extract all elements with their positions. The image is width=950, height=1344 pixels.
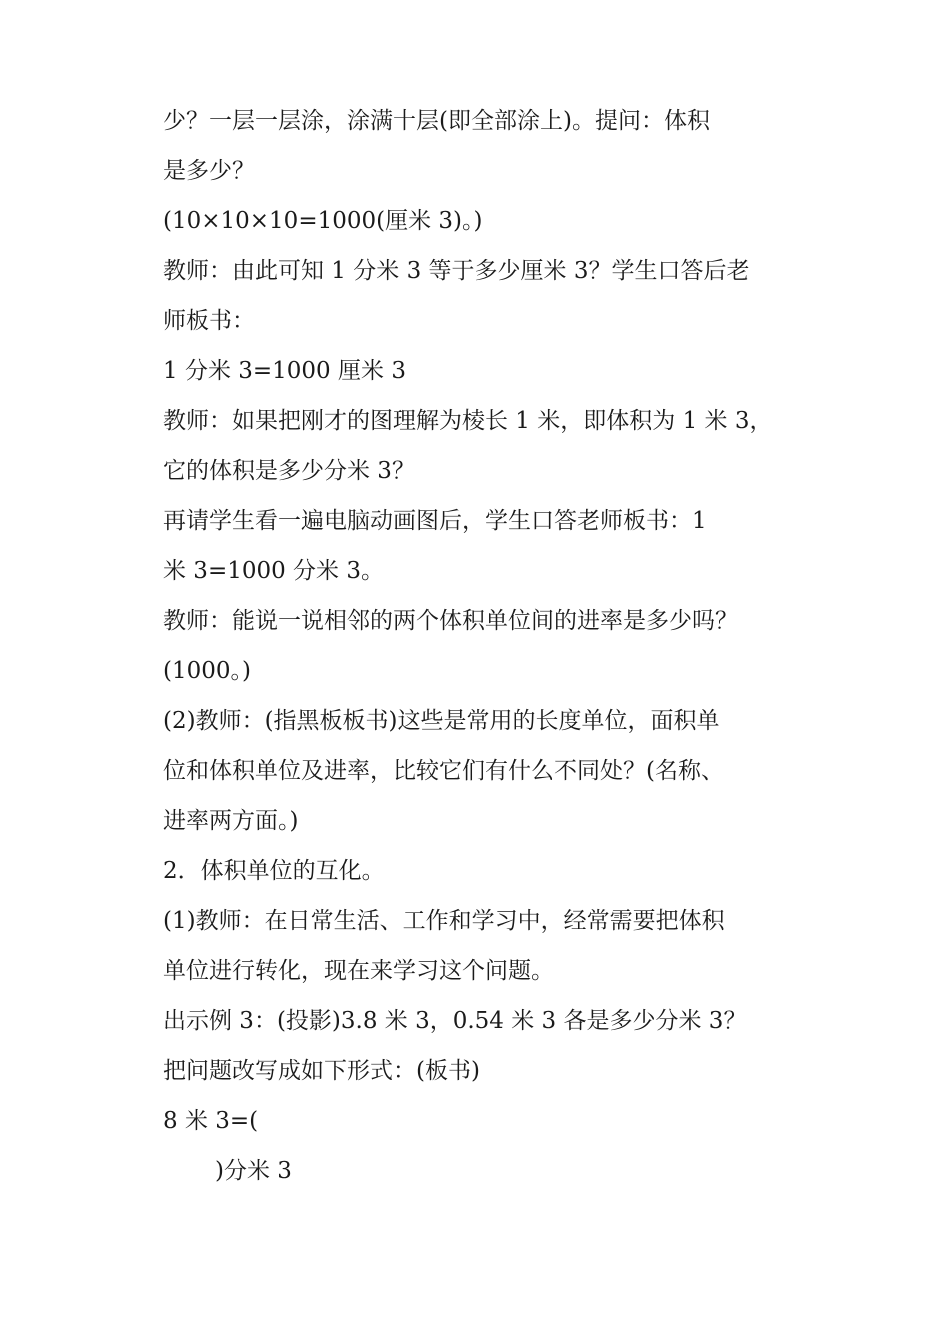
text-line-13: (2)教师：(指黑板板书)这些是常用的长度单位，面积单	[163, 708, 720, 734]
text-line-10: 米 3=1000 分米 3。	[163, 558, 385, 584]
text-line-9: 再请学生看一遍电脑动画图后，学生口答老师板书：1	[163, 508, 707, 534]
text-line-17: (1)教师：在日常生活、工作和学习中，经常需要把体积	[163, 908, 725, 934]
text-line-19: 出示例 3：(投影)3.8 米 3，0.54 米 3 各是多少分米 3？	[163, 1008, 747, 1034]
text-line-3: (10×10×10=1000(厘米 3)。)	[163, 208, 483, 234]
text-line-12: (1000。)	[163, 658, 251, 684]
text-line-2: 是多少？	[163, 158, 255, 184]
text-line-11: 教师：能说一说相邻的两个体积单位间的进率是多少吗？	[163, 608, 738, 634]
text-line-1: 少？一层一层涂，涂满十层(即全部涂上)。提问：体积	[163, 108, 710, 134]
text-line-6: 1 分米 3=1000 厘米 3	[163, 358, 406, 384]
text-line-20: 把问题改写成如下形式：(板书)	[163, 1058, 480, 1084]
text-line-7: 教师：如果把刚才的图理解为棱长 1 米，即体积为 1 米 3，	[163, 408, 773, 434]
text-line-8: 它的体积是多少分米 3？	[163, 458, 415, 484]
text-line-5: 师板书：	[163, 308, 255, 334]
text-line-22: )分米 3	[215, 1158, 292, 1184]
document-body	[163, 96, 823, 1196]
text-line-4: 教师：由此可知 1 分米 3 等于多少厘米 3？学生口答后老	[163, 258, 750, 284]
text-line-21: 8 米 3=(	[163, 1108, 259, 1134]
text-line-16: 2．体积单位的互化。	[163, 858, 385, 884]
text-line-15: 进率两方面。)	[163, 808, 299, 834]
text-line-14: 位和体积单位及进率，比较它们有什么不同处？(名称、	[163, 758, 724, 784]
text-line-18: 单位进行转化，现在来学习这个问题。	[163, 958, 554, 984]
